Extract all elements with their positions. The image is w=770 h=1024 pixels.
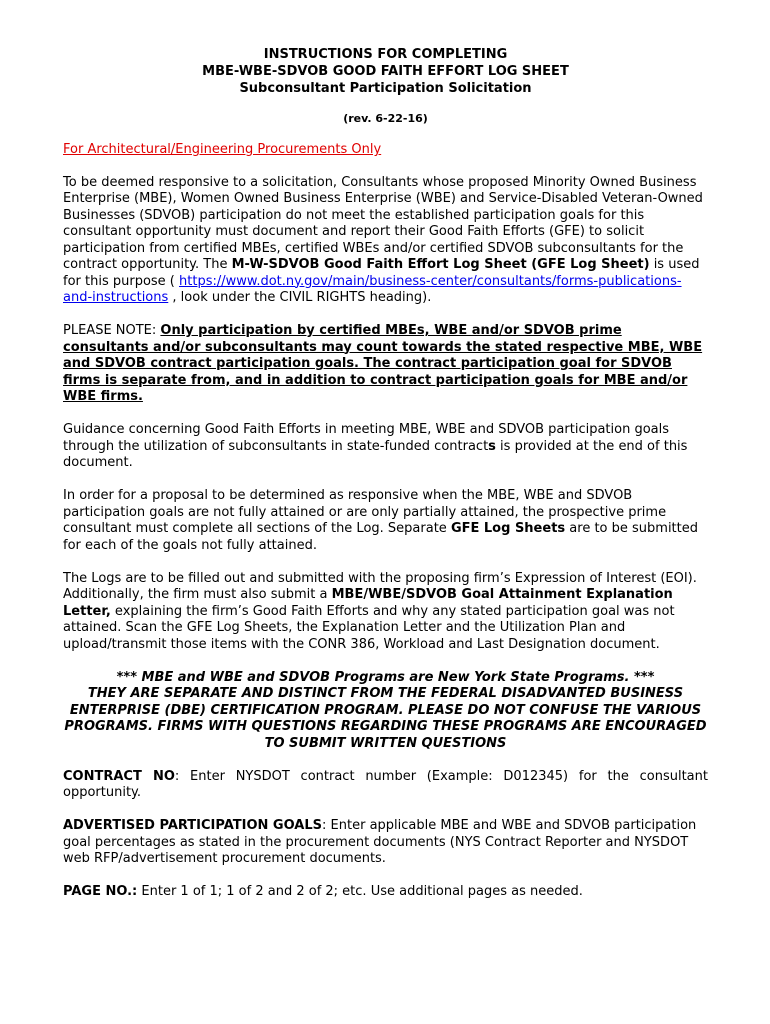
goals-label: ADVERTISED PARTICIPATION GOALS	[63, 818, 323, 833]
log-sheet-name: M-W-SDVOB Good Faith Effort Log Sheet (GFE Log Sheet)	[231, 257, 650, 272]
responsive-text-a: In order for a proposal to be determined as responsive when the MBE, WBE and SDVOB participation goals are not fully attained or are only partially attained, the prospective prime consultant must complete all sections of the Log. Separate	[63, 488, 667, 536]
guidance-text-b: is provided at the end of this document.	[63, 438, 688, 470]
contract-no-label: CONTRACT NO	[63, 768, 175, 784]
document-body	[63, 46, 708, 901]
explanation-letter-label: MBE/WBE/SDVOB Goal Attainment Explanation Letter,	[63, 587, 673, 619]
contract-no-instruction	[63, 769, 708, 802]
goals-text: : Enter applicable MBE and WBE and SDVOB participation goal percentages as stated in the procurement documents (NYS Contract Reporter and NYSDOT web RFP/advertisement procurement documents.	[63, 818, 697, 866]
warning-line-2: THEY ARE SEPARATE AND DISTINCT FROM THE FEDERAL DISADVANTED BUSINESS ENTERPRISE (DBE) CERTIFICATION PROGRAM. PLEASE DO NOT CONFUSE THE VARIOUS PROGRAMS. FIRMS WITH QUESTIONS REGARDING THESE PROGRAMS ARE ENCOURAGED TO SUBMIT WRITTEN QUESTIONS	[64, 686, 707, 751]
gfe-log-sheets-label: GFE Log Sheets	[450, 521, 566, 536]
submission-paragraph	[63, 571, 708, 654]
title-line-1: INSTRUCTIONS FOR COMPLETING	[263, 47, 508, 62]
revision-date: (rev. 6-22-16)	[343, 112, 428, 125]
intro-text-c: , look under the CIVIL RIGHTS heading).	[168, 290, 432, 305]
goals-instruction	[63, 818, 708, 868]
scope-note: For Architectural/Engineering Procurements Only	[63, 142, 382, 157]
intro-text-a: To be deemed responsive to a solicitation, Consultants whose proposed Minority Owned Business Enterprise (MBE), Women Owned Business Enterprise (WBE) and Service-Disabled Veteran-Owned Businesses (SDVOB) participation do not meet the established participation goals for this consultant opportunity must document and report their Good Faith Efforts (GFE) to solicit participation from certified MBEs, certified WBEs and/or certified SDVOB subconsultants for the contract opportunity. The	[63, 174, 703, 272]
guidance-bold-s: s	[488, 438, 496, 454]
please-note-paragraph	[63, 323, 708, 406]
contract-no-text: : Enter NYSDOT contract number (Example: D012345) for the consultant opportunity.	[63, 768, 708, 800]
intro-text-b: is used for this purpose (	[63, 257, 700, 289]
document-title	[63, 46, 708, 97]
page-no-instruction	[63, 884, 708, 901]
responsive-text-b: are to be submitted for each of the goals not fully attained.	[63, 521, 698, 553]
title-line-3: Subconsultant Participation Solicitation	[239, 81, 532, 96]
intro-paragraph	[63, 175, 708, 307]
guidance-paragraph	[63, 422, 708, 472]
submission-text-a: The Logs are to be filled out and submitted with the proposing firm’s Expression of Interest (EOI). Additionally, the firm must also submit a	[63, 570, 697, 602]
note-prefix: PLEASE NOTE:	[63, 323, 161, 338]
submission-text-b: explaining the firm’s Good Faith Efforts and why any stated participation goal was not attained. Scan the GFE Log Sheets, the Explanation Letter and the Utilization Plan and upload/transmit those items with the CONR 386, Workload and Last Designation document.	[63, 603, 675, 652]
note-emphasis: Only participation by certified MBEs, WBE and/or SDVOB prime consultants and/or subconsultants may count towards the stated respective MBE, WBE and SDVOB contract participation goals. The contract participation goal for SDVOB firms is separate from, and in addition to contract participation goals for MBE and/or WBE firms.	[63, 323, 703, 404]
warning-line-1: *** MBE and WBE and SDVOB Programs are New York State Programs. ***	[116, 669, 655, 685]
page-no-text: Enter 1 of 1; 1 of 2 and 2 of 2; etc. Use additional pages as needed.	[137, 884, 583, 899]
title-line-2: MBE-WBE-SDVOB GOOD FAITH EFFORT LOG SHEET	[202, 64, 569, 79]
responsive-paragraph	[63, 488, 708, 554]
forms-link[interactable]: https://www.dot.ny.gov/main/business-center/consultants/forms-publications-and-instructions	[63, 273, 682, 305]
guidance-text-a: Guidance concerning Good Faith Efforts in meeting MBE, WBE and SDVOB participation goals through the utilization of subconsultants in state-funded contract	[63, 422, 670, 454]
program-warning	[63, 670, 708, 753]
page-no-label: PAGE NO.:	[63, 884, 138, 899]
